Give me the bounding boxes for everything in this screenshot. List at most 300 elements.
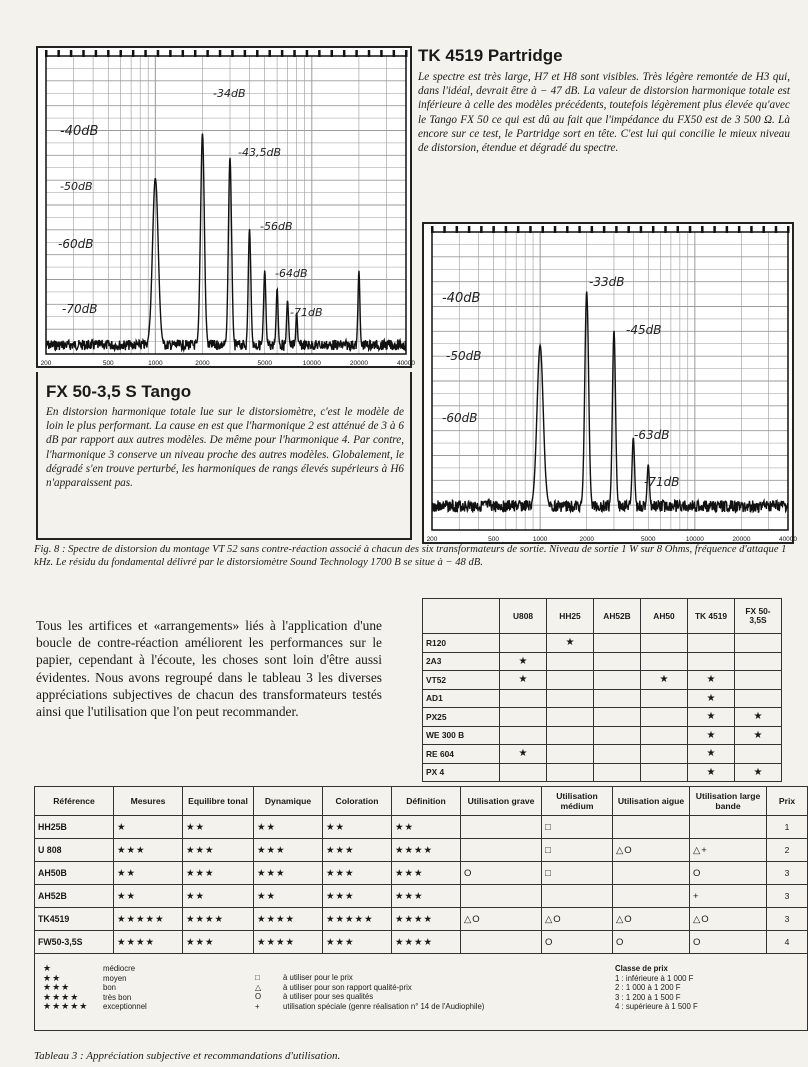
- main-table-row: [35, 931, 808, 954]
- legend-star-symbol: ★: [43, 963, 53, 973]
- top-tick: [231, 50, 234, 57]
- annotation-label: -64dB: [275, 267, 308, 280]
- rating-cell: ★★★★: [254, 931, 323, 954]
- legend-symbol-row: [255, 983, 484, 993]
- x-tick-label: 20000: [732, 536, 751, 543]
- tube-compat-cell: [500, 708, 547, 727]
- legend-symbol-row: [255, 973, 484, 983]
- rating-cell: 3: [767, 885, 808, 908]
- top-tick: [738, 226, 741, 233]
- reference-cell: FW50-3,5S: [35, 931, 114, 954]
- rating-cell: ★★: [183, 885, 254, 908]
- tube-compat-cell: ★: [688, 671, 735, 690]
- top-tick: [505, 226, 508, 233]
- main-table-row: [35, 839, 808, 862]
- main-table-col-header: Utilisation aigue: [613, 787, 690, 816]
- x-tick-label: 200: [426, 536, 438, 543]
- rating-cell: 3: [767, 908, 808, 931]
- tube-compat-cell: ★: [735, 726, 782, 745]
- rating-cell: ★★★: [183, 839, 254, 862]
- legend-star-symbol: ★★★★★: [43, 1001, 89, 1012]
- tube-compat-cell: [547, 745, 594, 764]
- tube-table-row: [423, 726, 782, 745]
- tube-compat-cell: [735, 689, 782, 708]
- spectrum-trace: [432, 292, 788, 512]
- tube-compat-cell: [547, 689, 594, 708]
- reference-cell: TK4519: [35, 908, 114, 931]
- body-paragraph: Tous les artifices et «arrangements» liés à l'application d'une boucle de contre-réaction améliorent les performances sur le papier, cependant à l'écoute, les choses sont loin d'être aussi évidentes. Nous avons regroupé dans le tableau 3 les diverses appréciations subjectives de chacun des transformateurs testés ainsi que l'utilisation que l'on peut recommander.: [36, 618, 382, 720]
- top-tick: [268, 50, 271, 57]
- main-table-col-header: Equilibre tonal: [183, 787, 254, 816]
- top-tick: [615, 226, 618, 233]
- main-table-header: [35, 787, 808, 816]
- rating-cell: [461, 931, 542, 954]
- tube-compat-cell: [735, 671, 782, 690]
- tube-compat-cell: ★: [688, 708, 735, 727]
- main-table: [34, 786, 808, 1031]
- rating-cell: □: [542, 862, 613, 885]
- top-tick: [57, 50, 60, 57]
- top-tick: [713, 226, 716, 233]
- rating-cell: △O: [613, 839, 690, 862]
- top-tick: [480, 226, 483, 233]
- rating-cell: ★★: [114, 862, 183, 885]
- x-tick-label: 2000: [579, 536, 594, 543]
- x-tick-label: 500: [102, 360, 114, 367]
- tube-compat-cell: ★: [735, 708, 782, 727]
- tube-compat-cell: ★: [500, 745, 547, 764]
- top-tick: [318, 50, 321, 57]
- top-tick: [169, 50, 172, 57]
- top-tick: [517, 226, 520, 233]
- annotation-label: -71dB: [290, 306, 323, 319]
- reference-cell: HH25B: [35, 816, 114, 839]
- main-table-row: [35, 816, 808, 839]
- tube-compat-cell: [500, 634, 547, 653]
- main-table-row: [35, 862, 808, 885]
- top-tick: [775, 226, 778, 233]
- top-tick: [456, 226, 459, 233]
- top-tick: [107, 50, 110, 57]
- tube-name: RE 604: [423, 745, 500, 764]
- legend-symbol-text: à utiliser pour le prix: [283, 973, 353, 982]
- rating-cell: 3: [767, 862, 808, 885]
- tube-compat-cell: [547, 652, 594, 671]
- rating-cell: [613, 862, 690, 885]
- tube-table-row: [423, 689, 782, 708]
- rating-cell: ★★★: [392, 862, 461, 885]
- x-tick-labels: [41, 360, 416, 367]
- tube-compat-cell: [594, 763, 641, 782]
- rating-cell: 2: [767, 839, 808, 862]
- top-tick: [281, 50, 284, 57]
- rating-cell: O: [613, 931, 690, 954]
- annotation-label: -60dB: [442, 411, 478, 425]
- rating-cell: △O: [690, 908, 767, 931]
- fx50-title: FX 50-3,5 S Tango: [46, 382, 192, 401]
- rating-cell: ★★★★: [392, 839, 461, 862]
- main-table-col-header: Mesures: [114, 787, 183, 816]
- top-tick: [206, 50, 209, 57]
- top-tick: [119, 50, 122, 57]
- rating-cell: ★★★★: [392, 908, 461, 931]
- x-tick-label: 1000: [148, 360, 163, 367]
- spectrum-plot-fx50: [422, 222, 798, 544]
- top-tick: [541, 226, 544, 233]
- tube-compat-cell: [641, 745, 688, 764]
- top-tick: [566, 226, 569, 233]
- top-tick: [380, 50, 383, 57]
- main-table-row: [35, 908, 808, 931]
- top-tick: [355, 50, 358, 57]
- rating-cell: ★★★: [114, 839, 183, 862]
- x-tick-label: 40000: [396, 360, 416, 367]
- main-table-col-header: Référence: [35, 787, 114, 816]
- tube-table-col-header: HH25: [547, 599, 594, 634]
- legend-symbol-text: utilisation spéciale (genre réalisation n° 14 de l'Audiophile): [283, 1001, 485, 1011]
- tube-compat-cell: ★: [688, 726, 735, 745]
- annotations: [58, 87, 323, 319]
- top-tick: [82, 50, 85, 57]
- x-tick-label: 5000: [257, 360, 272, 367]
- x-tick-label: 1000: [532, 536, 548, 543]
- tube-compat-cell: [641, 726, 688, 745]
- tube-compat-cell: ★: [500, 671, 547, 690]
- price-class-row: 4 : supérieure à 1 500 F: [615, 1002, 698, 1012]
- top-tick: [591, 226, 594, 233]
- tube-name: PX25: [423, 708, 500, 727]
- legend-star-symbol: ★★★★: [43, 991, 80, 1002]
- price-class-title: Classe de prix: [615, 964, 668, 973]
- table-caption: Tableau 3 : Appréciation subjective et recommandations d'utilisation.: [34, 1050, 341, 1062]
- rating-cell: ★★★: [392, 885, 461, 908]
- legend-star-text: médiocre: [103, 964, 136, 973]
- legend-symbol: △: [255, 982, 261, 992]
- tube-table-header: [423, 599, 782, 634]
- top-tick: [132, 50, 135, 57]
- top-tick: [750, 226, 753, 233]
- top-tick: [578, 226, 581, 233]
- top-tick: [529, 226, 532, 233]
- rating-cell: ★★★★: [392, 931, 461, 954]
- annotation-label: -70dB: [62, 302, 98, 316]
- rating-cell: △O: [461, 908, 542, 931]
- main-table-col-header: Utilisation médium: [542, 787, 613, 816]
- rating-cell: ★★★: [183, 931, 254, 954]
- rating-cell: O: [690, 931, 767, 954]
- legend-star-symbol: ★★: [43, 972, 62, 983]
- rating-cell: ★★: [392, 816, 461, 839]
- assessment-table: [34, 786, 808, 1031]
- reference-cell: U 808: [35, 839, 114, 862]
- annotation-label: -50dB: [60, 180, 93, 193]
- rating-cell: ★★★: [323, 839, 392, 862]
- rating-cell: ★★★: [183, 862, 254, 885]
- annotation-label: -34dB: [213, 87, 246, 100]
- tube-compat-cell: ★: [641, 671, 688, 690]
- tube-compat-cell: [641, 634, 688, 653]
- top-tick: [95, 50, 98, 57]
- rating-cell: [613, 816, 690, 839]
- tube-table-row: [423, 745, 782, 764]
- rating-cell: [461, 816, 542, 839]
- legend-stars: [43, 964, 147, 1012]
- top-tick: [256, 50, 259, 57]
- tube-transformer-table: [422, 598, 782, 782]
- rating-cell: O: [542, 931, 613, 954]
- legend-star-text: très bon: [103, 992, 132, 1002]
- legend-star-row: [43, 1002, 147, 1012]
- tube-name: AD1: [423, 689, 500, 708]
- rating-cell: 4: [767, 931, 808, 954]
- tk4519-title: TK 4519 Partridge: [418, 46, 563, 65]
- annotations: [442, 275, 679, 489]
- tube-table-col-header: TK 4519: [688, 599, 735, 634]
- tube-compat-cell: [688, 634, 735, 653]
- tube-table-row: [423, 652, 782, 671]
- top-tick: [726, 226, 729, 233]
- top-tick: [554, 226, 557, 233]
- top-tick: [652, 226, 655, 233]
- top-tick: [368, 50, 371, 57]
- rating-cell: [461, 839, 542, 862]
- spectrum-trace: [46, 134, 406, 351]
- top-tick: [182, 50, 185, 57]
- rating-cell: ★★: [323, 816, 392, 839]
- main-table-row: [35, 885, 808, 908]
- annotation-label: -50dB: [446, 349, 482, 363]
- figure-caption: Fig. 8 : Spectre de distorsion du montage VT 52 sans contre-réaction associé à chacun des six transformateurs de sortie. Niveau de sortie 1 W sur 8 Ohms, fréquence d'attaque 1 kHz. Le résidu du fondamental délivré par le distorsiomètre Sound Technology 1700 B se situe à − 48 dB.: [34, 544, 787, 569]
- rating-cell: ★★: [254, 885, 323, 908]
- fx50-section: [36, 372, 412, 540]
- rating-cell: ★★★: [254, 839, 323, 862]
- annotation-label: -71dB: [644, 475, 680, 489]
- tk4519-section: [418, 46, 790, 155]
- tube-name: WE 300 B: [423, 726, 500, 745]
- rating-cell: ★★★★★: [114, 908, 183, 931]
- fx50-text: En distorsion harmonique totale lue sur le distorsiomètre, c'est le modèle de loin le plus performant. La cause en est que l'harmonique 2 est atténué de 3 à 6 dB par rapport aux autres modèles. De même pour l'harmonique 4. Par contre, l'harmonique 3 conserve un niveau proche des autres modèles. Globalement, le dégradé s'en trouve perturbé, les harmoniques de rangs élevés supérieurs à H6 n'apparaissent pas.: [46, 406, 404, 490]
- x-tick-label: 10000: [302, 360, 321, 367]
- tube-table-col-header: AH50: [641, 599, 688, 634]
- top-tick: [393, 50, 396, 57]
- tube-compat-cell: ★: [688, 689, 735, 708]
- spectrum-chart-tk4519: [38, 48, 416, 367]
- tube-table-row: [423, 671, 782, 690]
- legend-symbol-row: [255, 1002, 484, 1012]
- x-tick-label: 5000: [641, 536, 656, 543]
- rating-cell: △O: [613, 908, 690, 931]
- x-tick-label: 200: [40, 360, 52, 367]
- tube-compat-cell: [547, 763, 594, 782]
- top-tick: [762, 226, 765, 233]
- tube-name: PX 4: [423, 763, 500, 782]
- tube-compat-cell: [641, 652, 688, 671]
- tube-compat-cell: ★: [500, 652, 547, 671]
- top-tick: [45, 50, 48, 57]
- legend-symbol-row: [255, 992, 484, 1002]
- reference-cell: AH52B: [35, 885, 114, 908]
- x-tick-labels: [427, 536, 798, 543]
- tube-table-col-header: FX 50-3,5S: [735, 599, 782, 634]
- top-tick: [677, 226, 680, 233]
- top-tick: [468, 226, 471, 233]
- tube-table-row: [423, 634, 782, 653]
- rating-cell: +: [690, 885, 767, 908]
- tube-compat-cell: [594, 745, 641, 764]
- table-legend: [35, 954, 807, 1030]
- legend-symbols: [255, 973, 484, 1011]
- legend-star-text: exceptionnel: [103, 1002, 147, 1012]
- main-table-col-header: Coloration: [323, 787, 392, 816]
- tube-compat-cell: [594, 708, 641, 727]
- rating-cell: ★★: [254, 816, 323, 839]
- top-tick: [640, 226, 643, 233]
- price-class-row: 2 : 1 000 à 1 200 F: [615, 983, 681, 993]
- top-tick: [144, 50, 147, 57]
- rating-cell: □: [542, 839, 613, 862]
- rating-cell: ★★★★★: [323, 908, 392, 931]
- tube-compat-cell: [500, 763, 547, 782]
- top-tick: [293, 50, 296, 57]
- rating-cell: 1: [767, 816, 808, 839]
- tube-compat-cell: [735, 634, 782, 653]
- tube-compat-cell: [500, 689, 547, 708]
- tube-compat-cell: [688, 652, 735, 671]
- rating-cell: △O: [542, 908, 613, 931]
- reference-cell: AH50B: [35, 862, 114, 885]
- tube-table-col-header: AH52B: [594, 599, 641, 634]
- legend-symbol-text: à utiliser pour son rapport qualité-prix: [283, 982, 412, 992]
- main-table-col-header: Définition: [392, 787, 461, 816]
- tube-compat-cell: [641, 708, 688, 727]
- tube-compat-cell: [547, 726, 594, 745]
- rating-cell: ★★★: [323, 862, 392, 885]
- top-tick: [431, 226, 434, 233]
- top-tick: [603, 226, 606, 233]
- legend-symbol: □: [255, 973, 260, 982]
- annotation-label: -56dB: [260, 220, 293, 233]
- top-tick: [219, 50, 222, 57]
- rating-cell: [542, 885, 613, 908]
- tk4519-text: Le spectre est très large, H7 et H8 sont visibles. Très légère remontée de H3 qui, dans l'idéal, devrait être à − 47 dB. La valeur de distorsion harmonique totale est inférieure à celle des modèles précédents, toutefois légèrement plus élevée qu'avec le Tango FX 50 ce qui est dû au fait que l'impédance du FX50 est de 3 500 Ω. Là encore sur ce test, le Partridge sort en tête. C'est lui qui concilie le mieux niveau de distorsion, étendue et dégradé du spectre.: [418, 71, 790, 155]
- top-tick: [689, 226, 692, 233]
- rating-cell: O: [461, 862, 542, 885]
- tube-compat-cell: [735, 652, 782, 671]
- tube-compat-cell: ★: [735, 763, 782, 782]
- main-table-col-header: Prix: [767, 787, 808, 816]
- rating-cell: ★★★: [254, 862, 323, 885]
- tube-compat-cell: [594, 671, 641, 690]
- legend-star-symbol: ★★★: [43, 982, 71, 993]
- x-tick-label: 40000: [778, 536, 798, 543]
- annotation-label: -43,5dB: [238, 146, 281, 159]
- top-tick: [157, 50, 160, 57]
- rating-cell: ★★★: [323, 931, 392, 954]
- rating-cell: ★★★★: [254, 908, 323, 931]
- tube-table: [422, 598, 782, 782]
- rating-cell: △+: [690, 839, 767, 862]
- tube-compat-cell: [594, 689, 641, 708]
- tube-table-row: [423, 763, 782, 782]
- x-tick-label: 20000: [349, 360, 368, 367]
- rating-cell: ★★★★: [183, 908, 254, 931]
- tube-name: 2A3: [423, 652, 500, 671]
- tube-compat-cell: [500, 726, 547, 745]
- annotation-label: -63dB: [634, 428, 670, 442]
- x-tick-label: 500: [488, 536, 499, 543]
- annotation-label: -40dB: [442, 291, 481, 306]
- main-table-col-header: Dynamique: [254, 787, 323, 816]
- spectrum-chart-fx50: [424, 224, 798, 543]
- rating-cell: ★★: [183, 816, 254, 839]
- rating-cell: [690, 816, 767, 839]
- x-tick-label: 2000: [195, 360, 210, 367]
- tube-table-corner: [423, 599, 500, 634]
- tube-name: VT52: [423, 671, 500, 690]
- tube-compat-cell: [641, 763, 688, 782]
- tube-compat-cell: [547, 671, 594, 690]
- rating-cell: ★★: [114, 885, 183, 908]
- tube-compat-cell: [594, 726, 641, 745]
- tube-compat-cell: [594, 634, 641, 653]
- legend-symbol: +: [255, 1001, 260, 1011]
- tube-compat-cell: [735, 745, 782, 764]
- tube-table-row: [423, 708, 782, 727]
- tube-compat-cell: ★: [688, 763, 735, 782]
- top-tick: [244, 50, 247, 57]
- top-tick: [70, 50, 73, 57]
- top-tick: [664, 226, 667, 233]
- legend-symbol-text: à utiliser pour ses qualités: [283, 992, 374, 1002]
- top-tick: [405, 50, 408, 57]
- rating-cell: O: [690, 862, 767, 885]
- annotation-label: -40dB: [60, 124, 99, 139]
- rating-cell: □: [542, 816, 613, 839]
- tube-compat-cell: [594, 652, 641, 671]
- rating-cell: ★★★★: [114, 931, 183, 954]
- top-tick: [787, 226, 790, 233]
- tube-compat-cell: [547, 708, 594, 727]
- rating-cell: [613, 885, 690, 908]
- tube-compat-cell: ★: [547, 634, 594, 653]
- top-tick: [627, 226, 630, 233]
- legend-star-text: moyen: [103, 973, 127, 983]
- top-tick: [492, 226, 495, 233]
- top-tick: [306, 50, 309, 57]
- price-class-row: 1 : inférieure à 1 000 F: [615, 973, 694, 983]
- spectrum-plot-tk4519: [36, 46, 416, 368]
- annotation-label: -33dB: [589, 275, 625, 289]
- tube-compat-cell: [641, 689, 688, 708]
- grid-horizontal: [46, 56, 406, 354]
- top-tick: [443, 226, 446, 233]
- main-table-col-header: Utilisation large bande: [690, 787, 767, 816]
- rating-cell: ★: [114, 816, 183, 839]
- top-tick: [194, 50, 197, 57]
- rating-cell: [461, 885, 542, 908]
- legend-prices: [615, 964, 698, 1012]
- top-tick: [343, 50, 346, 57]
- legend-star-text: bon: [103, 983, 117, 993]
- price-class-row: 3 : 1 200 à 1 500 F: [615, 992, 681, 1002]
- main-table-col-header: Utilisation grave: [461, 787, 542, 816]
- x-tick-label: 10000: [685, 536, 704, 543]
- annotation-label: -45dB: [626, 323, 662, 337]
- tube-compat-cell: ★: [688, 745, 735, 764]
- tube-name: R120: [423, 634, 500, 653]
- rating-cell: ★★★: [323, 885, 392, 908]
- top-tick: [701, 226, 704, 233]
